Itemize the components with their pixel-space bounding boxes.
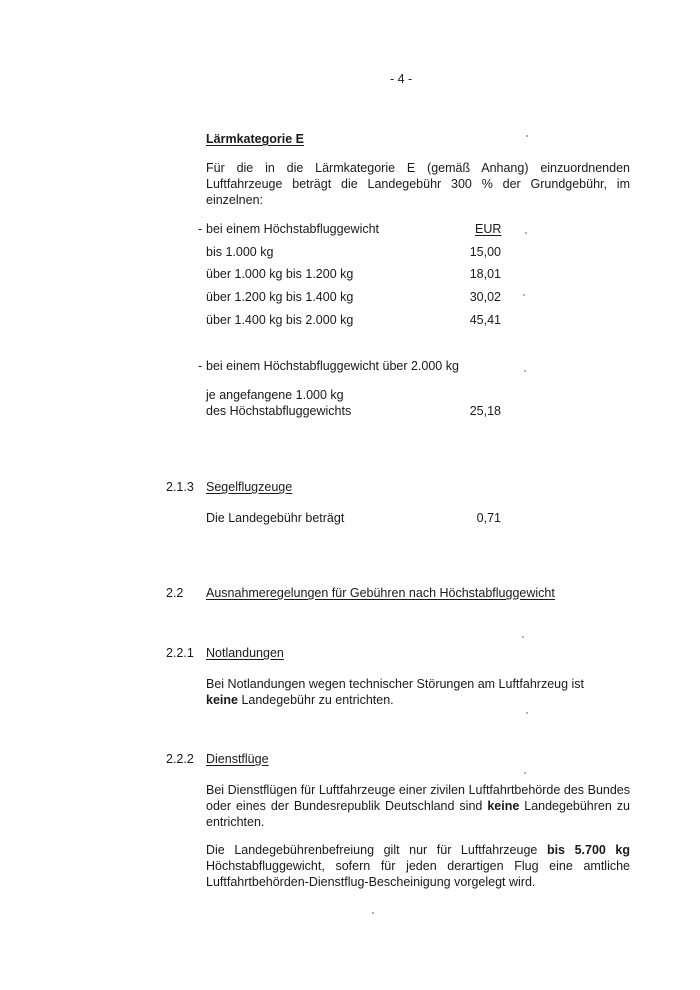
currency-header: EUR	[475, 222, 502, 236]
scan-speck	[524, 370, 526, 372]
scan-speck	[525, 232, 527, 234]
per-1000kg-label: je angefangene 1.000 kg	[206, 388, 344, 402]
bullet-dash: -	[198, 222, 203, 236]
scan-speck	[526, 712, 528, 714]
befreiung-text-end: Höchstabfluggewicht, sofern für jeden derartigen Flug eine amtliche Luftfahrtbehörden-Dienstflug-Bescheinigung vorgelegt wird.	[206, 859, 630, 889]
scan-speck	[522, 636, 524, 638]
section-title-segelflugzeuge: Segelflugzeuge	[206, 480, 293, 494]
bullet-over-2000-label: bei einem Höchstabfluggewicht über 2.000 kg	[206, 359, 459, 373]
dienstfluege-paragraph-1	[206, 782, 630, 830]
section-number: 2.2	[166, 586, 184, 600]
fee-row-label: über 1.000 kg bis 1.200 kg	[206, 267, 354, 281]
bullet-dash: -	[198, 359, 203, 373]
fee-row-value: 45,41	[469, 313, 501, 327]
scan-speck	[524, 772, 526, 774]
section-title-ausnahmeregelungen: Ausnahmeregelungen für Gebühren nach Höchstabfluggewicht	[206, 586, 555, 600]
section-number: 2.2.2	[166, 752, 194, 766]
section-title-notlandungen: Notlandungen	[206, 646, 284, 660]
notlandungen-paragraph	[206, 676, 630, 708]
bullet-weight-label: bei einem Höchstabfluggewicht	[206, 222, 380, 236]
befreiung-bold: bis 5.700 kg	[546, 843, 630, 857]
scan-speck	[523, 294, 525, 296]
segelflug-value: 0,71	[476, 511, 501, 525]
scan-speck	[372, 912, 374, 914]
fee-row-label: über 1.400 kg bis 2.000 kg	[206, 313, 354, 327]
dienstfluege-text: Bei Dienstflügen für Luftfahrzeuge einer zivilen Luftfahrtbehörde des Bundes oder eines der Bundesrepublik Deutschland sind	[206, 783, 630, 813]
laermkategorie-intro: Für die in die Lärmkategorie E (gemäß Anhang) einzuordnenden Luftfahrzeuge beträgt die Landegebühr 300 % der Grundgebühr, im einzelnen:	[206, 161, 630, 207]
laermkategorie-heading: Lärmkategorie E	[206, 132, 304, 146]
befreiung-text: Die Landegebührenbefreiung gilt nur für Luftfahrzeuge	[206, 843, 547, 857]
dienstfluege-paragraph-2	[206, 842, 630, 890]
section-title-dienstfluege: Dienstflüge	[206, 752, 269, 766]
notlandungen-bold: keine	[206, 693, 238, 707]
fee-row-label: bis 1.000 kg	[206, 245, 274, 259]
fee-row-label: über 1.200 kg bis 1.400 kg	[206, 290, 354, 304]
notlandungen-text: Bei Notlandungen wegen technischer Störungen am Luftfahrzeug ist	[206, 677, 585, 691]
per-1000kg-label-2: des Höchstabfluggewichts	[206, 404, 352, 418]
fee-row-value: 15,00	[469, 245, 501, 259]
section-number: 2.2.1	[166, 646, 194, 660]
notlandungen-text-end: Landegebühr zu entrichten.	[237, 693, 394, 707]
fee-row-value: 30,02	[469, 290, 501, 304]
segelflug-text: Die Landegebühr beträgt	[206, 511, 345, 525]
dienstfluege-text-end: Landegebühren zu entrichten.	[206, 799, 630, 829]
dienstfluege-bold: keine	[487, 799, 520, 813]
page-number: - 4 -	[390, 72, 413, 86]
fee-row-value: 18,01	[469, 267, 501, 281]
scan-speck	[526, 135, 528, 137]
section-number: 2.1.3	[166, 480, 194, 494]
per-1000kg-value: 25,18	[469, 404, 501, 418]
